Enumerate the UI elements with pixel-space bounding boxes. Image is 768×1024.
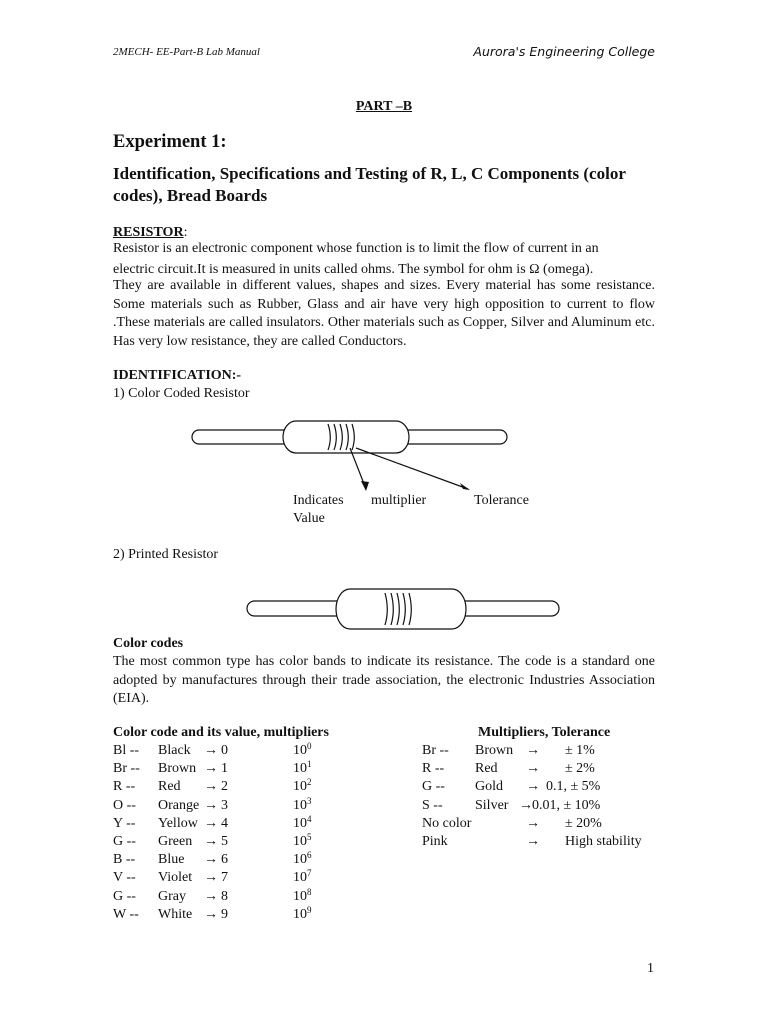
multiplier-base: 10 <box>293 888 307 904</box>
resistor-line-1: Resistor is an electronic component whose function is to limit the flow of current in an <box>113 241 599 256</box>
color-codes-paragraph: The most common type has color bands to indicate its resistance. The code is a standard one adopted by manufactures through their trade association, the electronic Industries Association (EIA). <box>113 654 655 707</box>
tolerance-value: ± 1% <box>565 743 595 758</box>
tolerance-table-row <box>422 761 662 779</box>
arrow-icon: → <box>526 779 540 795</box>
multiplier-exponent: 0 <box>307 741 312 751</box>
value-table-row <box>113 761 413 779</box>
value-table-row <box>113 813 413 834</box>
value-table-row <box>113 779 413 797</box>
multiplier-base: 10 <box>293 761 307 777</box>
color-digit: 1 <box>221 761 228 777</box>
color-abbr: W -- <box>113 906 139 922</box>
experiment-heading: Experiment 1: <box>113 132 227 152</box>
color-digit: 0 <box>221 743 228 758</box>
color-name: Black <box>158 743 191 758</box>
header-left: 2MECH- EE-Part-B Lab Manual <box>113 46 260 58</box>
resistor-line-2: electric circuit.It is measured in units called ohms. The symbol for ohm is Ω (omega). <box>113 262 594 277</box>
multiplier-base: 10 <box>293 834 307 849</box>
tolerance-abbr: Br -- <box>422 743 449 758</box>
color-name: White <box>158 906 193 922</box>
header-right: Aurora's Engineering College <box>473 44 655 59</box>
color-name: Gray <box>158 888 186 904</box>
printed-lead-right <box>455 601 559 616</box>
color-abbr: R -- <box>113 779 136 795</box>
tolerance-abbr: No color <box>422 815 472 831</box>
tolerance-color: Silver <box>475 797 509 813</box>
color-digit: 9 <box>221 906 228 922</box>
value-table-row <box>113 870 413 888</box>
identification-heading: IDENTIFICATION:- <box>113 368 242 383</box>
multiplier-exponent: 9 <box>307 904 312 915</box>
multiplier-value <box>293 870 312 886</box>
multiplier-exponent: 8 <box>307 886 312 897</box>
value-table-heading: Color code and its value, multipliers <box>113 725 329 740</box>
multiplier-exponent: 3 <box>307 795 312 806</box>
multiplier-base: 10 <box>293 815 307 831</box>
value-table-row <box>113 852 413 870</box>
color-abbr: V -- <box>113 870 136 886</box>
color-abbr: G -- <box>113 834 136 849</box>
color-digit: 5 <box>221 834 228 849</box>
experiment-title: Identification, Specifications and Testing of R, L, C Components (color codes), Bread Boards <box>113 164 626 205</box>
resistor-heading: RESISTOR <box>113 225 184 240</box>
arrow-icon: → <box>204 743 218 758</box>
color-digit: 4 <box>221 815 228 831</box>
color-name: Brown <box>158 761 197 777</box>
part-heading: PART –B <box>355 99 413 114</box>
color-digit: 3 <box>221 797 228 813</box>
multiplier-value <box>293 743 312 759</box>
label-indicates: Indicates <box>293 493 344 508</box>
printed-lead-left <box>247 601 350 616</box>
multiplier-base: 10 <box>293 743 307 758</box>
color-name: Blue <box>158 852 185 868</box>
arrow-icon: → <box>204 852 218 868</box>
multiplier-value <box>293 795 312 814</box>
tolerance-table-row <box>422 816 662 834</box>
color-name: Violet <box>158 870 193 886</box>
tolerance-color: Gold <box>475 779 503 795</box>
color-digit: 7 <box>221 870 228 886</box>
multiplier-exponent: 6 <box>307 850 312 861</box>
color-name: Orange <box>158 797 200 813</box>
color-abbr: Bl -- <box>113 743 140 758</box>
multiplier-base: 10 <box>293 779 307 795</box>
color-abbr: G -- <box>113 888 136 904</box>
printed-resistor-body <box>336 589 466 629</box>
multiplier-exponent: 5 <box>307 832 312 842</box>
multiplier-base: 10 <box>293 870 307 886</box>
multiplier-exponent: 1 <box>307 759 312 770</box>
tolerance-value: 0.1, ± 5% <box>546 779 601 795</box>
color-digit: 2 <box>221 779 228 795</box>
tolerance-table-heading: Multipliers, Tolerance <box>478 725 611 740</box>
label-value: Value <box>293 511 325 526</box>
multiplier-value <box>293 904 312 923</box>
tolerance-table-row <box>422 743 662 761</box>
tolerance-value: ± 2% <box>565 761 595 777</box>
multiplier-base: 10 <box>293 852 307 868</box>
color-name: Yellow <box>158 815 198 831</box>
tolerance-color: Brown <box>475 743 514 758</box>
tolerance-abbr: S -- <box>422 797 443 813</box>
value-table-row <box>113 795 413 816</box>
color-abbr: O -- <box>113 797 136 813</box>
multiplier-value <box>293 813 312 832</box>
arrow-icon: → <box>204 761 218 777</box>
color-name: Green <box>158 834 193 849</box>
arrow-icon: → <box>204 906 218 922</box>
arrow-icon: → <box>204 779 218 795</box>
page-number: 1 <box>647 961 654 976</box>
label-multiplier: multiplier <box>371 493 427 508</box>
label-tolerance: Tolerance <box>474 493 529 508</box>
color-digit: 6 <box>221 852 228 868</box>
value-table-row <box>113 886 413 907</box>
tolerance-abbr: G -- <box>422 779 445 795</box>
tolerance-value: ± 20% <box>565 815 602 831</box>
arrow-icon: → <box>526 815 540 831</box>
multiplier-value <box>293 834 312 850</box>
color-coded-resistor-label: 1) Color Coded Resistor <box>113 386 250 401</box>
printed-resistor-label: 2) Printed Resistor <box>113 547 218 562</box>
arrow-icon: → <box>204 888 218 904</box>
value-table-row <box>113 743 413 761</box>
arrow-icon: → <box>526 743 540 758</box>
color-abbr: B -- <box>113 852 136 868</box>
color-codes-heading: Color codes <box>113 636 184 651</box>
multiplier-exponent: 2 <box>307 777 312 788</box>
arrow-icon: → <box>526 834 540 849</box>
arrow-icon: → <box>519 797 533 813</box>
tolerance-abbr: R -- <box>422 761 445 777</box>
arrow-icon: → <box>526 761 540 777</box>
tolerance-color: Red <box>475 761 498 777</box>
arrow-icon: → <box>204 815 218 831</box>
value-table-row <box>113 834 413 852</box>
arrow-icon: → <box>204 834 218 849</box>
tolerance-table-row <box>422 779 662 797</box>
multiplier-base: 10 <box>293 797 307 813</box>
tolerance-table-row <box>422 798 662 816</box>
color-abbr: Br -- <box>113 761 140 777</box>
tolerance-abbr: Pink <box>422 834 448 849</box>
resistor-paragraph: They are available in different values, shapes and sizes. Every material has some resistance. Some materials such as Rubber, Glass and air have very high opposition to current to flow .These materials are called insulators. Other materials such as Copper, Silver and Aluminum etc. Has very low resistance, they are called Conductors. <box>113 278 655 349</box>
tolerance-table-row <box>422 834 662 852</box>
color-name: Red <box>158 779 181 795</box>
multiplier-base: 10 <box>293 906 307 922</box>
multiplier-value <box>293 779 312 795</box>
tolerance-value: High stability <box>565 834 642 849</box>
multiplier-value <box>293 852 312 868</box>
resistor-heading-colon: : <box>183 225 188 240</box>
value-table-row <box>113 904 413 925</box>
multiplier-exponent: 7 <box>307 868 312 879</box>
multiplier-value <box>293 886 312 905</box>
color-digit: 8 <box>221 888 228 904</box>
multiplier-exponent: 4 <box>307 813 312 824</box>
tolerance-value: 0.01, ± 10% <box>532 797 601 813</box>
color-abbr: Y -- <box>113 815 136 831</box>
arrow-icon: → <box>204 797 218 813</box>
multiplier-value <box>293 761 312 777</box>
arrow-icon: → <box>204 870 218 886</box>
